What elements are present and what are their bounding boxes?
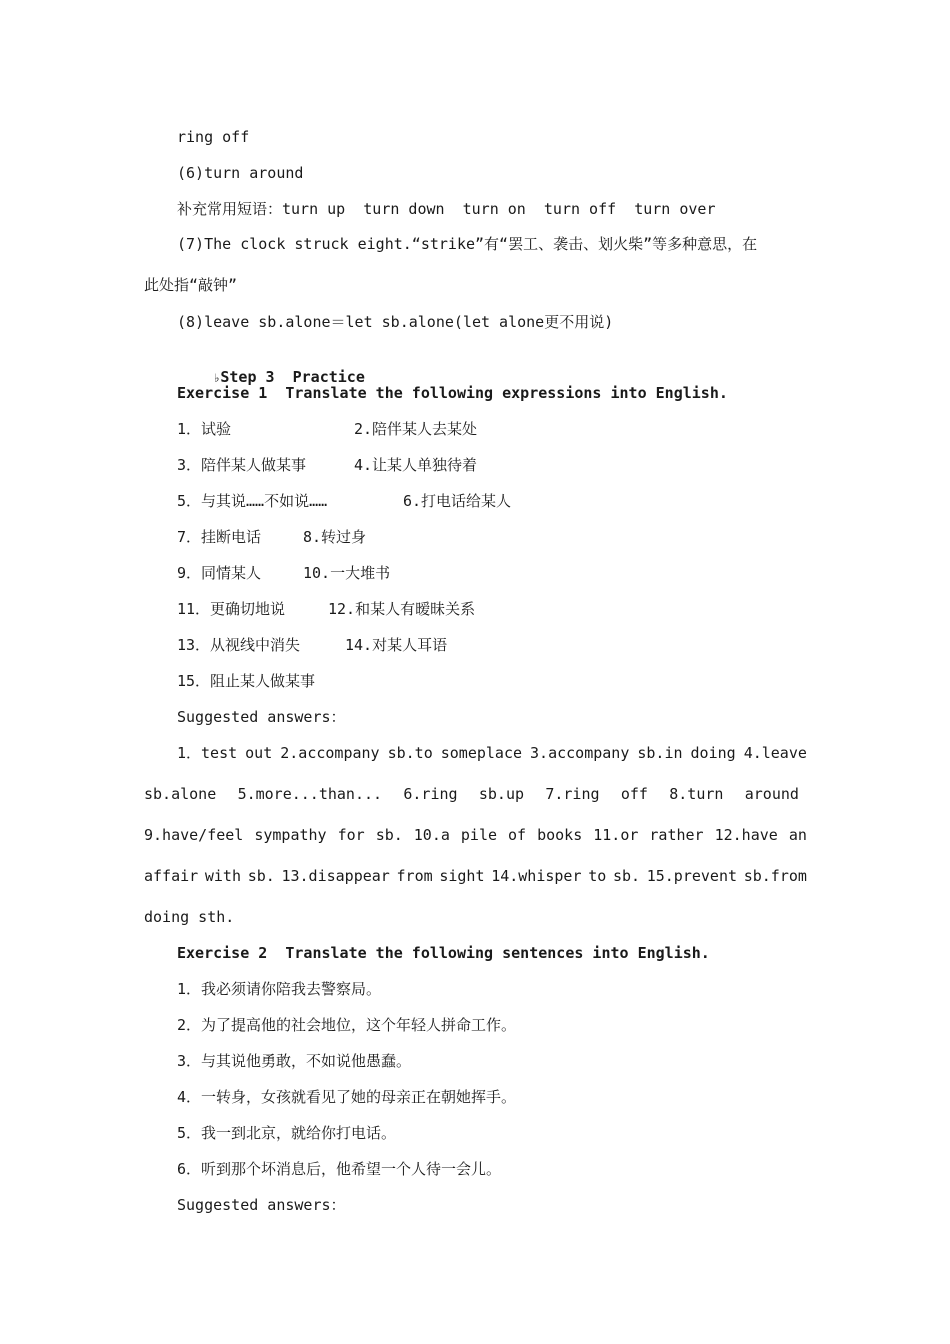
answer-word: doing [690, 744, 736, 762]
list-item: 2.陪伴某人去某处 [354, 420, 478, 438]
answer-word: 14.whisper [491, 867, 582, 885]
answer-word: books [537, 826, 583, 844]
answer-word: sb. [612, 867, 641, 885]
answer-word: sb.up [478, 785, 525, 803]
exercise2-title: Exercise 2 Translate the following sentences into English. [177, 944, 710, 962]
answer-word: sb.from [743, 867, 807, 885]
answer-word: 4.leave [743, 744, 807, 762]
list-item: 9．同情某人 [177, 564, 262, 582]
answer-word: of [508, 826, 527, 844]
exercise1-title: Exercise 1 Translate the following expressions into English. [177, 384, 728, 402]
list-item: 6.打电话给某人 [403, 492, 512, 510]
list-item: 3．陪伴某人做某事 [177, 456, 307, 474]
answer-word: 1．test [177, 744, 238, 762]
answer-word: 8.turn [669, 785, 724, 803]
answer-word: 9.have/feel [144, 826, 244, 844]
answer-word: from [396, 867, 433, 885]
list-item: 4．一转身，女孩就看见了她的母亲正在朝她挥手。 [177, 1088, 517, 1106]
answer-word: affair [144, 867, 199, 885]
list-item: 13．从视线中消失 [177, 636, 301, 654]
note-supplement: 补充常用短语：turn up turn down turn on turn off turn over [177, 200, 716, 218]
answers-line-3 [144, 825, 807, 845]
list-item: 7．挂断电话 [177, 528, 262, 546]
answer-word: 12.have [714, 826, 778, 844]
step-mark: ♭ [213, 371, 221, 385]
step-title: Step 3 Practice [220, 368, 365, 386]
answer-word: off [620, 785, 648, 803]
answer-word: rather [649, 826, 704, 844]
answer-word: 15.prevent [646, 867, 738, 885]
answer-word: out [245, 744, 273, 762]
answer-word: sympathy [254, 826, 327, 844]
list-item: 5．与其说……不如说…… [177, 492, 328, 510]
list-item: 15．阻止某人做某事 [177, 672, 316, 690]
exercise2-answers-label: Suggested answers： [177, 1196, 346, 1214]
answer-word: sb.alone [144, 785, 217, 803]
list-item: 1．我必须请你陪我去警察局。 [177, 980, 382, 998]
answer-word: sb. [375, 826, 403, 844]
answer-word: for [337, 826, 365, 844]
answer-word: someplace [440, 744, 523, 762]
exercise1-answers-label: Suggested answers： [177, 708, 346, 726]
list-item: 1．试验 [177, 420, 232, 438]
note-clock-line2: 此处指“敲钟” [144, 276, 238, 294]
answer-word: to [588, 867, 607, 885]
answer-word: pile [460, 826, 498, 844]
answer-word: sb.in [637, 744, 683, 762]
answer-word: around [744, 785, 799, 803]
list-item: 14.对某人耳语 [345, 636, 448, 654]
list-item: 4.让某人单独待着 [354, 456, 478, 474]
note-leave-alone: (8)leave sb.alone＝let sb.alone(let alone更不用说) [177, 313, 614, 331]
answer-word: an [788, 826, 807, 844]
answer-word: 10.a [413, 826, 450, 844]
list-item: 11．更确切地说 [177, 600, 286, 618]
note-ring-off: ring off [177, 128, 250, 146]
answers-line-5: doing sth. [144, 908, 235, 926]
list-item: 3．与其说他勇敢，不如说他愚蠢。 [177, 1052, 412, 1070]
answer-word: 5.more...than... [237, 785, 383, 803]
note-clock-line1: (7)The clock struck eight.“strike”有“罢工、袭击、划火柴”等多种意思，在 [177, 235, 758, 253]
answer-word: 2.accompany [280, 744, 380, 762]
answer-word: 11.or [593, 826, 639, 844]
answer-word: sb. [247, 867, 275, 885]
list-item: 6．听到那个坏消息后，他希望一个人待一会儿。 [177, 1160, 502, 1178]
list-item: 5．我一到北京，就给你打电话。 [177, 1124, 397, 1142]
answers-line-4 [144, 866, 807, 886]
answer-word: sb.to [387, 744, 433, 762]
answer-word: sight [439, 867, 485, 885]
answer-word: 7.ring [545, 785, 600, 803]
answer-word: with [204, 867, 241, 885]
note-turn-around: (6)turn around [177, 164, 304, 182]
list-item: 2．为了提高他的社会地位，这个年轻人拼命工作。 [177, 1016, 517, 1034]
answer-word: 3.accompany [530, 744, 630, 762]
answer-word: 13.disappear [281, 867, 390, 885]
list-item: 8.转过身 [303, 528, 367, 546]
answers-line-1 [177, 743, 807, 763]
answer-word: 6.ring [403, 785, 458, 803]
answers-line-2 [144, 784, 799, 804]
list-item: 10.一大堆书 [303, 564, 391, 582]
list-item: 12.和某人有暧昧关系 [328, 600, 476, 618]
